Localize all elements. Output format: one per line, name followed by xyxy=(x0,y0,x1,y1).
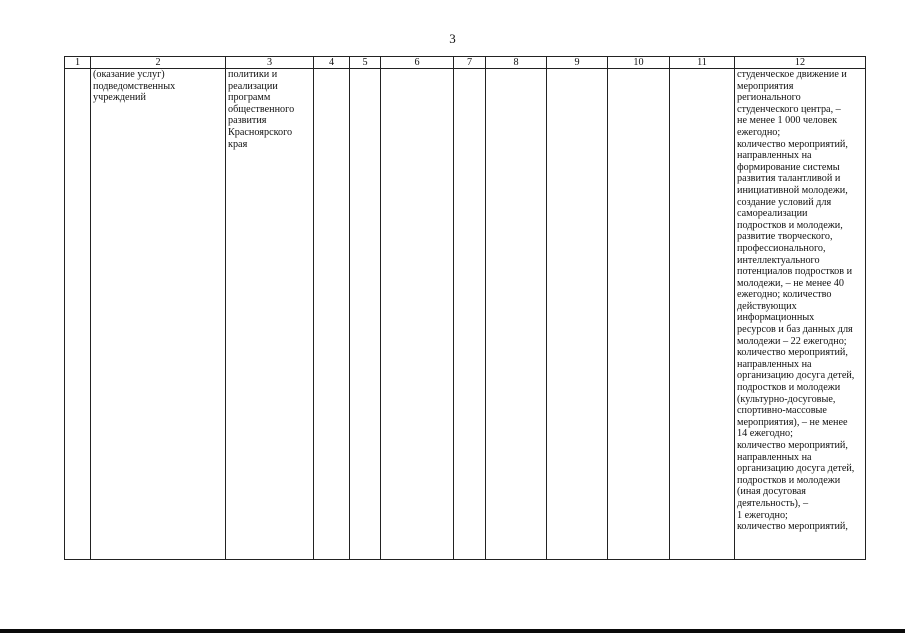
cell-col-12: студенческое движение и мероприятия регионального студенческого центра, – не менее 1 000 человек ежегодно; количество мероприятий, направленных на формирование системы развития талантливой и инициативной молодежи, создание условий для самореализации подростков и молодежи, развитие творческого, профессионального, интеллектуального потенциалов подростков и молодежи, – не менее 40 ежегодно; количество действующих информационных ресурсов и баз данных для молодежи – 22 ежегодно; количество мероприятий, направленных на организацию досуга детей, подростков и молодежи (культурно-досуговые, спортивно-массовые мероприятия), – не менее 14 ежегодно; количество мероприятий, направленных на организацию досуга детей, подростков и молодежи (иная досуговая деятельность), – 1 ежегодно; количество мероприятий, xyxy=(735,69,866,560)
scan-edge-border xyxy=(0,629,905,633)
column-number-7: 7 xyxy=(454,57,486,69)
cell-col-1 xyxy=(65,69,91,560)
document-table xyxy=(64,56,866,560)
column-number-10: 10 xyxy=(608,57,670,69)
page-number: 3 xyxy=(449,31,456,46)
cell-col-5 xyxy=(350,69,381,560)
column-number-9: 9 xyxy=(547,57,608,69)
column-number-8: 8 xyxy=(486,57,547,69)
column-number-6: 6 xyxy=(381,57,454,69)
column-number-12: 12 xyxy=(735,57,866,69)
table-header-row xyxy=(65,57,866,69)
column-number-4: 4 xyxy=(314,57,350,69)
cell-col-6 xyxy=(381,69,454,560)
cell-col-7 xyxy=(454,69,486,560)
cell-col-10 xyxy=(608,69,670,560)
column-number-11: 11 xyxy=(670,57,735,69)
cell-col-11 xyxy=(670,69,735,560)
cell-col-8 xyxy=(486,69,547,560)
cell-col-9 xyxy=(547,69,608,560)
column-number-1: 1 xyxy=(65,57,91,69)
cell-col-3: политики и реализации программ общественного развития Красноярского края xyxy=(226,69,314,560)
column-number-5: 5 xyxy=(350,57,381,69)
cell-col-4 xyxy=(314,69,350,560)
table-row xyxy=(65,69,866,560)
cell-col-2: (оказание услуг) подведомственных учреждений xyxy=(91,69,226,560)
column-number-2: 2 xyxy=(91,57,226,69)
column-number-3: 3 xyxy=(226,57,314,69)
